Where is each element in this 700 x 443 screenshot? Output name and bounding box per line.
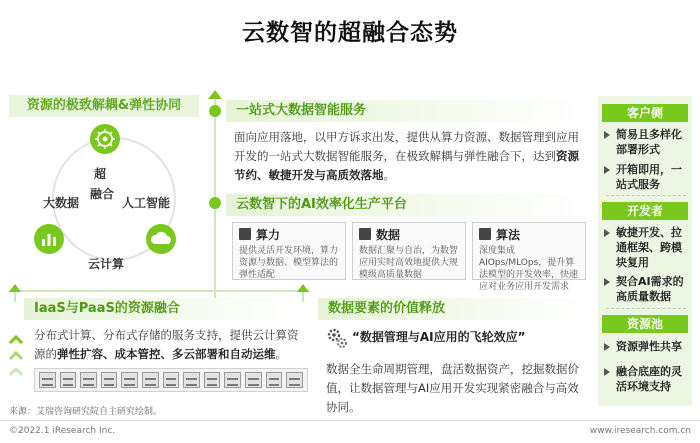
section-title-onestop: 一站式大数据智能服务 (226, 100, 586, 122)
box-algorithm (472, 222, 586, 292)
sidebar-item-developer-2: 契合AI需求的高质量数据 (604, 274, 690, 304)
timeline-dot-2 (209, 197, 221, 209)
node-label-ai: 人工智能 (122, 196, 171, 210)
onestop-text-bold: 资源节约、敏捷开发与高质效落地 (234, 149, 579, 182)
section-title-data-value: 数据要素的价值释放 (318, 298, 586, 320)
page-title: 云数智的超融合态势 (242, 20, 458, 46)
algorithm-icon (479, 228, 491, 240)
sidebar-head-developer: 开发者 (602, 202, 688, 220)
box-data-title: 数据 (376, 228, 401, 242)
branch-right-arrow (297, 284, 309, 292)
sidebar-item-resource-2: 融合底座的灵活环境支持 (604, 364, 690, 394)
footer-website: www.iresearch.com.cn (589, 426, 691, 436)
timeline-dot-1 (209, 105, 221, 117)
box-algorithm-desc: 深度集成AIOps/MLOps，提升算法模型的开发效率，快速应对业务应用开发需求 (479, 246, 579, 292)
bar-chart-icon (34, 224, 64, 254)
section-title-iaas-paas: IaaS与PaaS的资源融合 (24, 298, 294, 320)
core-char-1: 超 (94, 167, 107, 181)
cloud-icon (146, 224, 176, 254)
onestop-text-a: 面向应用落地，以甲方诉求出发，提供从算力资源、数据管理到应用开发的一站式大数据智能服务，在极致解耦与弹性融合下，达到 (234, 130, 579, 163)
gear-icon (326, 327, 348, 349)
chevron-up-icon (8, 350, 24, 360)
box-compute-desc: 提供灵活开发环境，算力资源与数据、模型算法的弹性适配 (239, 246, 339, 280)
timeline-horizontal (9, 290, 309, 292)
box-algorithm-title: 算法 (496, 228, 521, 242)
sidebar-divider (606, 195, 686, 196)
sidebar-item-resource-1: 资源弹性共享 (604, 339, 690, 354)
box-data-desc: 数据汇聚与自治，为数智应用实时高效地提供大规模级高质量数据 (359, 246, 459, 280)
section-text-iaas-paas (34, 326, 308, 364)
sidebar-item-developer-1: 敏捷开发、拉通框架、跨模块复用 (604, 225, 690, 270)
node-label-bigdata: 大数据 (43, 196, 80, 210)
chevron-up-icon (8, 334, 24, 344)
iaas-text-a: 分布式计算、分布式存储的服务支持，提供云计算资源的 (34, 328, 299, 361)
fusion-core (72, 164, 128, 244)
section-text-onestop (234, 128, 586, 185)
resource-label: 资源的极致解耦&弹性协同 (9, 95, 199, 117)
brain-icon (90, 124, 120, 154)
flywheel-quote: “数据管理与AI应用的飞轮效应” (352, 330, 526, 344)
database-icon (359, 228, 371, 240)
server-icon (239, 228, 251, 240)
chevron-up-icon (8, 366, 24, 376)
iaas-text-bold: 弹性扩容、成本管控、多云部署和自动运维 (57, 347, 276, 361)
footer-divider (0, 420, 700, 421)
server-rack-illustration (34, 368, 308, 392)
sidebar-divider (606, 308, 686, 309)
sidebar-item-customer-1: 简易且多样化部署形式 (604, 127, 690, 157)
footer-copyright: ©2022.1 iResearch Inc. (9, 426, 116, 436)
branch-left-arrow (9, 284, 21, 292)
box-compute (232, 222, 346, 280)
timeline-arrow (208, 90, 222, 99)
node-label-cloud: 云计算 (88, 257, 125, 271)
box-data (352, 222, 466, 280)
sidebar-head-resource-pool: 资源池 (602, 315, 688, 333)
source-note: 来源：艾瑞咨询研究院自主研究绘制。 (9, 407, 163, 417)
sidebar-item-customer-2: 开箱即用，一站式服务 (604, 162, 690, 192)
sidebar-head-customer: 客户侧 (602, 104, 688, 122)
section-text-data-value: 数据全生命周期管理，盘活数据资产，挖掘数据价值，让数据管理与AI应用开发实现紧密融合与高效协同。 (326, 362, 579, 414)
box-compute-title: 算力 (256, 228, 281, 242)
iaas-text-c: 。 (275, 347, 287, 361)
core-char-2: 融合 (90, 187, 115, 201)
onestop-text-c: 。 (383, 168, 395, 182)
section-title-ai-platform: 云数智下的AI效率化生产平台 (226, 194, 586, 216)
